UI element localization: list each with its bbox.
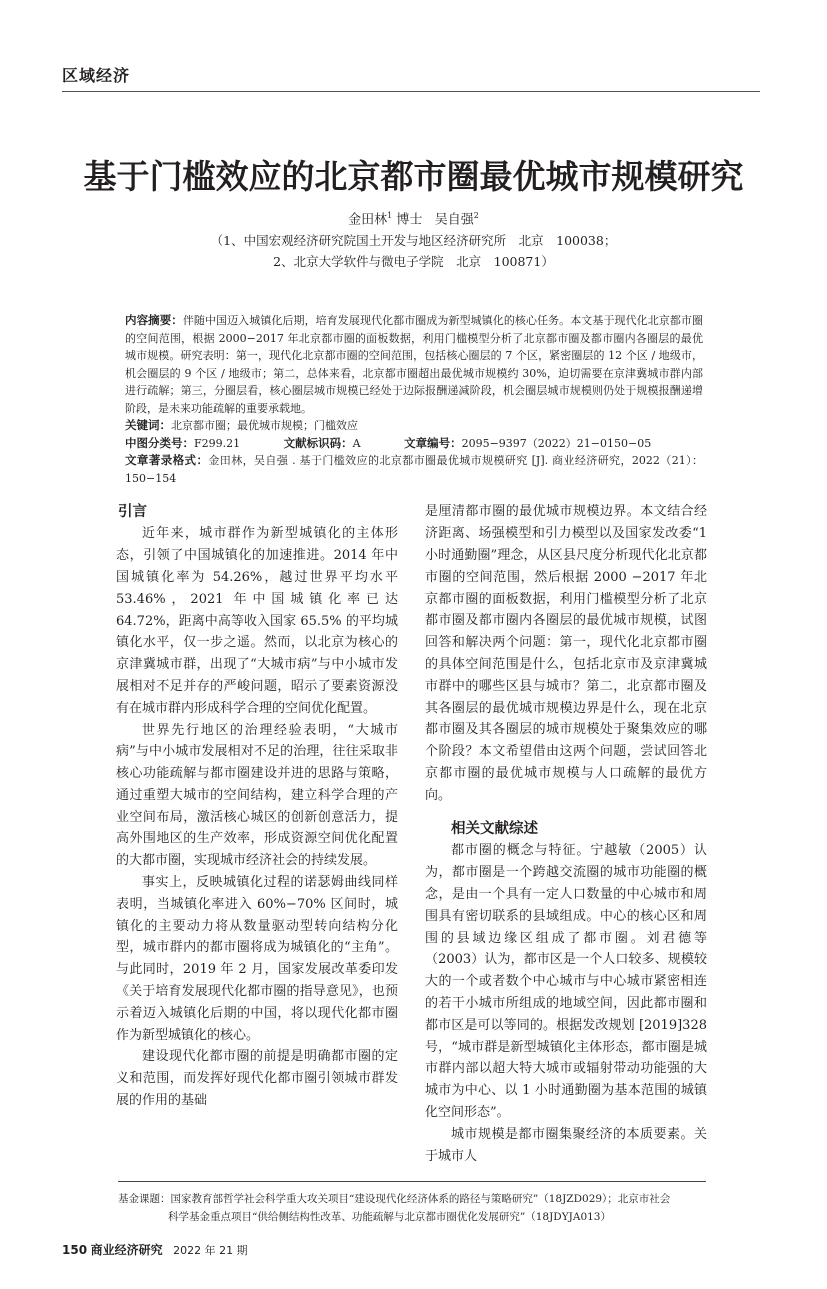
doc-label: 文献标识码： <box>283 435 353 450</box>
issue: 2022 年 21 期 <box>173 1244 248 1258</box>
article-value: 2095−9397（2022）21−0150−05 <box>461 436 652 450</box>
classification-line <box>125 435 703 453</box>
citation-text: 金田林，吴自强 . 基于门槛效应的北京都市圈最优城市规模研究 [J]. 商业经济研究，2022（21）：150−154 <box>125 454 704 485</box>
paragraph: 近年来，城市群作为新型城镇化的主体形态，引领了中国城镇化的加速推进。2014 年中国城镇化率为 54.26%，越过世界平均水平 53.46%，2021 年中国城镇化率已达 64.72%，距离中高等收入国家 65.5% 的平均城镇化水平，仅一步之遥。然而，以北京为核心的京津冀城市群，出现了“大城市病”与中小城市发展相对不足并存的严峻问题，昭示了要素资源没有在城市群内形成科学合理的空间优化配置。 <box>116 526 398 716</box>
citation-label: 文章著录格式： <box>125 453 209 468</box>
authors <box>0 206 827 230</box>
fund-label: 基金课题： <box>118 1193 171 1206</box>
author-1: 金田林 <box>348 212 388 228</box>
funding-note <box>118 1190 708 1226</box>
author-2-mark: 2 <box>473 211 479 220</box>
header-rule <box>62 91 760 92</box>
paragraph: 事实上，反映城镇化过程的诺瑟姆曲线同样表明，当城镇化率进入 60%−70% 区间时，城镇化的主要动力将从数量驱动型转向结构分化型，城市群内的都市圈将成为城镇化的“主角”。与此同时，2019 年 2 月，国家发展改革委印发《关于培育发展现代化都市圈的指导意见》，也预示着迈入城镇化后期的中国，将以现代化都市圈作为新型城镇化的核心。 <box>116 875 398 1043</box>
page-number: 150 <box>62 1243 88 1258</box>
journal-name: 商业经济研究 <box>90 1243 163 1258</box>
doc-value: A <box>352 436 361 450</box>
affiliation-2: 2、北京大学软件与微电子学院 北京 100871） <box>273 254 554 270</box>
paragraph-continuation: 是厘清都市圈的最优城市规模边界。本文结合经济距离、场强模型和引力模型以及国家发改委“1 小时通勤圈”理念，从区县尺度分析现代化北京都市圈的空间范围，然后根据 2000 −2017 年北京都市圈的面板数据，利用门槛模型分析了北京都市圈及都市圈内各圈层的最优城市规模，试图回答和解决两个问题：第一，现代化北京都市圈的具体空间范围是什么，包括北京市及京津冀城市群中的哪些区县与城市？第二，北京都市圈及其各圈层的最优城市规模边界是什么，现在北京都市圈及其各圈层的城市规模处于聚集效应的哪个阶段？本文希望借由这两个问题，尝试回答北京都市圈的最优城市规模与人口疏解的最优方向。 <box>425 504 707 803</box>
abstract <box>125 312 703 417</box>
abstract-text: 伴随中国迈入城镇化后期，培育发展现代化都市圈成为新型城镇化的核心任务。本文基于现代化北京都市圈的空间范围，根据 2000−2017 年北京都市圈的面板数据，利用门槛模型分析了北京都市圈及都市圈内各圈层的最优城市规模。研究表明：第一，现代化北京都市圈的空间范围，包括核心圈层的 7 个区，紧密圈层的 12 个区 / 地级市，机会圈层的 9 个区 / 地级市；第二，总体来看，北京都市圈超出最优城市规模约 30%，迫切需要在京津冀城市群内部进行疏解；第三，分圈层看，核心圈层城市规模已经处于边际报酬递减阶段，机会圈层城市规模则仍处于规模报酬递增阶段，是未来功能疏解的重要承载地。 <box>125 314 703 415</box>
article-title: 基于门槛效应的北京都市圈最优城市规模研究 <box>83 157 744 196</box>
article-label: 文章编号： <box>404 435 462 450</box>
fund-line-1: 国家教育部哲学社会科学重大攻关项目“建设现代化经济体系的路径与策略研究”（18JZD029）；北京市社会 <box>170 1193 671 1206</box>
paragraph: 城市规模是都市圈集聚经济的本质要素。关于城市人 <box>425 1126 707 1164</box>
article-number <box>404 437 651 450</box>
heading-introduction: 引言 <box>118 504 147 521</box>
citation <box>125 452 703 487</box>
paragraph: 世界先行地区的治理经验表明，“大城市病”与中小城市发展相对不足的治理，往往采取非核心功能疏解与都市圈建设并进的思路与策略，通过重塑大城市的空间结构，建立科学合理的产业空间布局，激活核心城区的创新创意活力，提高外围地区的生产效率，形成资源空间优化配置的大都市圈，实现城市经济社会的持续发展。 <box>116 722 398 869</box>
right-column <box>425 501 707 1167</box>
page-footer <box>62 1242 827 1259</box>
doc-code <box>284 437 361 450</box>
paragraph: 都市圈的概念与特征。宁越敏（2005）认为，都市圈是一个跨越交流圈的城市功能圈的概念，是由一个具有一定人口数量的中心城市和周围具有密切联系的县域组成。中心的核心区和周围的县域边缘区组成了都市圈。刘君德等（2003）认为，都市区是一个人口较多、规模较大的一个或者数个中心城市与中心城市紧密相连的若干小城市所组成的地域空间，因此都市圈和都市区是可以等同的。根据发改规划 [2019]328 号，“城市群是新型城镇化主体形态，都市圈是城市群内部以超大特大城市或辐射带动功能强的大城市为中心、以 1 小时通勤圈为基本范围的城镇化空间形态”。 <box>425 843 707 1121</box>
keywords-text: 北京都市圈；最优城市规模；门槛效应 <box>171 419 358 433</box>
clc <box>125 437 240 450</box>
body-columns <box>0 501 827 1167</box>
clc-label: 中图分类号： <box>125 435 194 450</box>
author-2: 吴自强 <box>434 212 474 228</box>
fund-line-2: 科学基金重点项目“供给侧结构性改革、功能疏解与北京都市圈优化发展研究”（18JDYJA013） <box>168 1211 611 1224</box>
abstract-label: 内容摘要： <box>125 313 183 328</box>
clc-value: F299.21 <box>194 436 241 450</box>
author-1-degree: 博士 <box>396 212 423 228</box>
keywords-label: 关键词： <box>125 418 171 433</box>
affiliation-1: （1、中国宏观经济研究院国土开发与地区经济研究所 北京 100038； <box>210 233 617 249</box>
footnote-rule <box>118 1181 706 1182</box>
author-1-mark: 1 <box>387 211 393 220</box>
section-tag: 区域经济 <box>62 66 131 85</box>
abstract-block <box>125 312 703 487</box>
paragraph: 建设现代化都市圈的前提是明确都市圈的定义和范围，而发挥好现代化都市圈引领城市群发展的作用的基础 <box>116 1049 398 1109</box>
left-column <box>116 501 398 1167</box>
heading-literature-review: 相关文献综述 <box>451 821 538 838</box>
keywords <box>125 417 703 435</box>
